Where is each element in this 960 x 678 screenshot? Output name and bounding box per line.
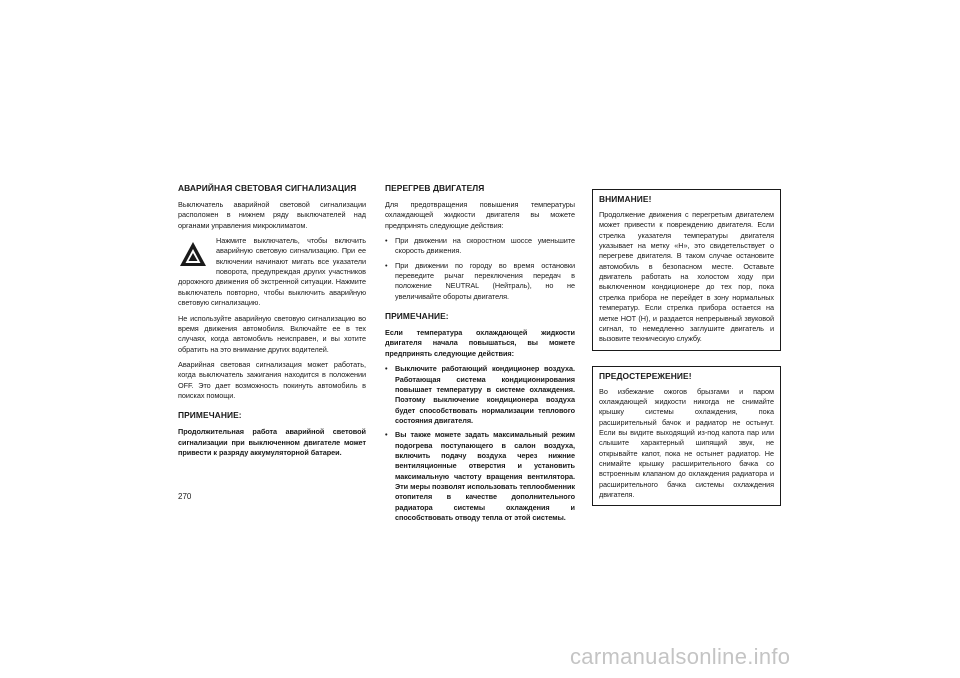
note-list bbox=[385, 364, 575, 523]
list-item: • Выключите работающий кондиционер воздуха. Работающая система кондиционирования повышает температуру в системе охлаждения. Поэтому выключение кондиционера воздуха будет способствовать нормализации теплового состояния двигателя. bbox=[385, 364, 575, 426]
hazard-heading: АВАРИЙНАЯ СВЕТОВАЯ СИГНАЛИЗАЦИЯ bbox=[178, 183, 357, 193]
list-item: • Вы также можете задать максимальный режим подогрева поступающего в салон воздуха, включить подачу воздуха через нижние вентиляционные отверстия и установить максимальную частоту вращения вентилятора. Эти меры позволят использовать теплообменник отопителя в качестве дополнительного радиатора системы охлаждения и способствовать отводу тепла от этой системы. bbox=[385, 430, 575, 523]
overheating-heading: ПЕРЕГРЕВ ДВИГАТЕЛЯ bbox=[385, 183, 485, 193]
column-hazard bbox=[178, 183, 366, 463]
column-overheating bbox=[385, 183, 575, 529]
overheating-list bbox=[385, 236, 575, 302]
hazard-warning-text: Не используйте аварийную световую сигнализацию во время движения автомобиля. Включайте ее в тех случаях, когда автомобиль неисправен, и вы хотите обратить на это внимание других водителей. bbox=[178, 313, 366, 354]
hazard-location-text: Выключатель аварийной световой сигнализации расположен в нижнем ряду выключателей над органами управления микроклиматом. bbox=[178, 199, 366, 230]
note-heading: ПРИМЕЧАНИЕ: bbox=[385, 311, 449, 322]
warning-text: Продолжение движения с перегретым двигателем может привести к повреждению двигателя. Если стрелка указателя температуры двигателя указывает на метку «H», это свидетельствует о перегреве двигателя. В таком случае остановите автомобиль в безопасном месте. Оставьте двигатель работать на холостом ходу при выключенном кондиционере до тех пор, пока стрелка прибора не перейдет в зону нормальных температур. Если стрелка прибора остается на метке HOT (H), и раздается непрерывный звуковой сигнал, то немедленно заглушите двигатель и вызовите техническую службу. bbox=[599, 209, 774, 344]
column-warnings bbox=[592, 189, 781, 521]
warning-box bbox=[592, 189, 781, 351]
page-number: 270 bbox=[178, 492, 192, 501]
note-intro: Если температура охлаждающей жидкости двигателя начала повышаться, вы можете предпринять следующие действия: bbox=[385, 328, 575, 358]
hazard-usage-text: Нажмите выключатель, чтобы включить аварийную световую сигнализацию. При ее включении начинают мигать все указатели поворота, предупреждая других участников дорожного движения об экстренной ситуации. Нажмите выключатель повторно, чтобы выключить аварийную световую сигнализацию. bbox=[178, 236, 366, 308]
list-item: • При движении на скоростном шоссе уменьшите скорость движения. bbox=[385, 236, 575, 257]
note-heading: ПРИМЕЧАНИЕ: bbox=[178, 410, 242, 421]
caution-heading: ПРЕДОСТЕРЕЖЕНИЕ! bbox=[599, 370, 692, 381]
list-item: • При движении по городу во время остановки переведите рычаг переключения передач в положение NEUTRAL (Нейтраль), но не увеличивайте обороты двигателя. bbox=[385, 261, 575, 302]
watermark: carmanualsonline.info bbox=[570, 644, 791, 669]
note-text: Продолжительная работа аварийной световой сигнализации при выключенном двигателе может привести к разряду аккумуляторной батареи. bbox=[178, 427, 366, 458]
caution-text: Во избежание ожогов брызгами и паром охлаждающей жидкости никогда не снимайте крышку системы охлаждения, пока расширительный бачок и радиатор не остынут. Если вы видите выходящий из-под капота пар или слышите характерный шипящий звук, не открывайте капот, пока не остынет радиатор. Не снимайте крышку расширительного бачка со встроенным клапаном до охлаждения радиатора и расширительного бачка системы охлаждения двигателя. bbox=[599, 386, 774, 500]
warning-heading: ВНИМАНИЕ! bbox=[599, 194, 652, 204]
hazard-ignition-text: Аварийная световая сигнализация может работать, когда выключатель зажигания находится в положении OFF. Это дает возможность покинуть автомобиль в поисках помощи. bbox=[178, 359, 366, 401]
hazard-triangle-icon bbox=[178, 240, 208, 268]
overheating-intro: Для предотвращения повышения температуры охлаждающей жидкости двигателя вы можете предпринять следующие действия: bbox=[385, 199, 575, 230]
caution-box bbox=[592, 366, 781, 507]
